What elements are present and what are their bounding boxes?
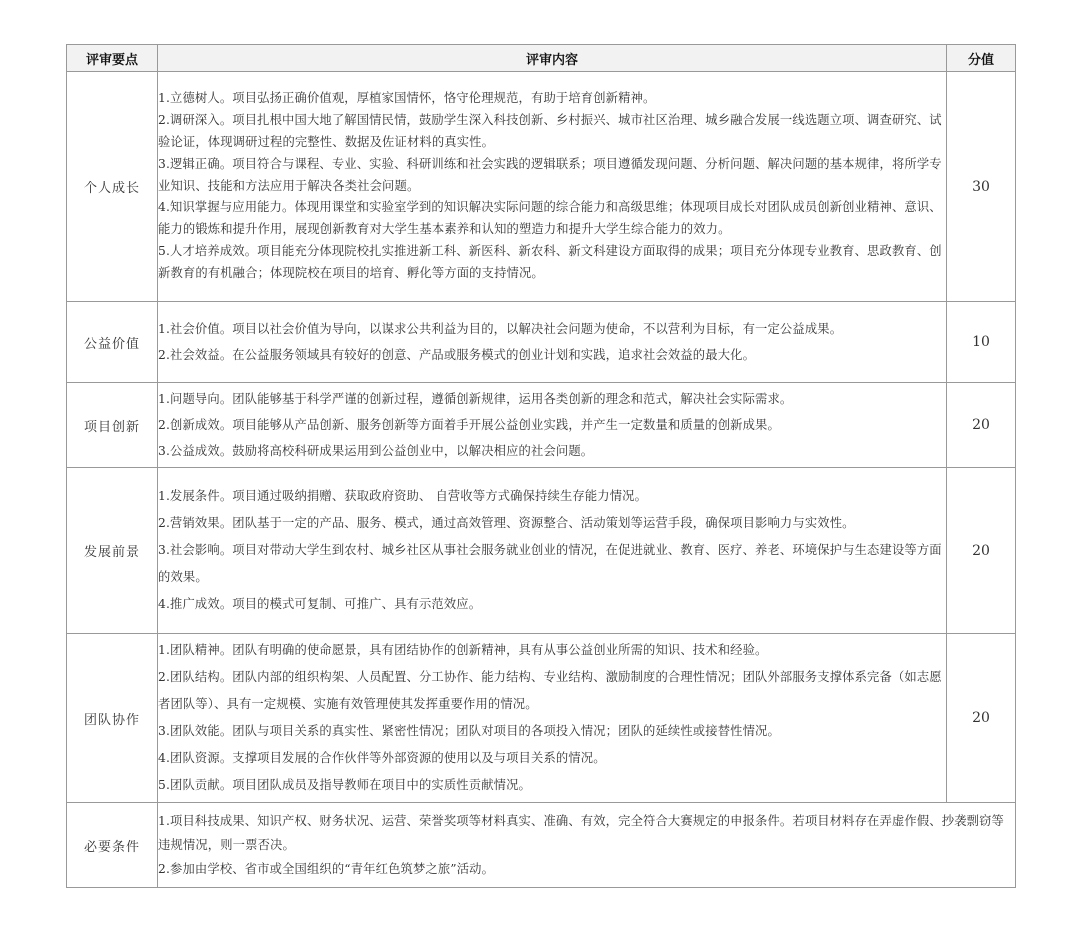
criterion-content <box>158 468 947 634</box>
criterion-item: 1.发展条件。项目通过吸纳捐赠、获取政府资助、 自营收等方式确保持续生存能力情况。 <box>158 489 648 503</box>
criterion-name: 个人成长 <box>67 72 158 302</box>
criterion-name: 必要条件 <box>67 803 158 888</box>
header-point: 评审要点 <box>67 45 158 72</box>
header-row <box>67 45 1016 72</box>
criterion-name: 公益价值 <box>67 302 158 383</box>
criterion-item: 5.团队贡献。项目团队成员及指导教师在项目中的实质性贡献情况。 <box>158 778 531 792</box>
criterion-item: 3.逻辑正确。项目符合与课程、专业、实验、科研训练和社会实践的逻辑联系；项目遵循发现问题、分析问题、解决问题的基本规律，将所学专业知识、技能和方法应用于解决各类社会问题。 <box>158 156 942 193</box>
criterion-score: 10 <box>947 302 1016 383</box>
criterion-score: 20 <box>947 634 1016 803</box>
evaluation-criteria-table <box>66 44 1016 888</box>
criterion-item: 1.项目科技成果、知识产权、财务状况、运营、荣誉奖项等材料真实、准确、有效，完全符合大赛规定的申报条件。若项目材料存在弄虚作假、抄袭剽窃等违规情况，则一票否决。 <box>158 814 1004 852</box>
criterion-item: 2.团队结构。团队内部的组织构架、人员配置、分工协作、能力结构、专业结构、激励制度的合理性情况；团队外部服务支撑体系完备（如志愿者团队等）、具有一定规模、实施有效管理使其发挥重要作用的情况。 <box>158 670 942 711</box>
criterion-item: 2.营销效果。团队基于一定的产品、服务、模式，通过高效管理、资源整合、活动策划等运营手段，确保项目影响力与实效性。 <box>158 516 855 530</box>
criterion-item: 2.参加由学校、省市或全国组织的“青年红色筑梦之旅”活动。 <box>158 862 495 876</box>
criterion-item: 4.团队资源。支撑项目发展的合作伙伴等外部资源的使用以及与项目关系的情况。 <box>158 751 606 765</box>
header-content: 评审内容 <box>158 45 947 72</box>
criterion-content <box>158 634 947 803</box>
criterion-item: 1.社会价值。项目以社会价值为导向，以谋求公共利益为目的，以解决社会问题为使命，不以营利为目标，有一定公益成果。 <box>158 322 843 336</box>
criterion-item: 3.社会影响。项目对带动大学生到农村、城乡社区从事社会服务就业创业的情况，在促进就业、教育、医疗、养老、环境保护与生态建设等方面的效果。 <box>158 543 942 584</box>
table-row <box>67 468 1016 634</box>
criterion-item: 1.问题导向。团队能够基于科学严谨的创新过程，遵循创新规律，运用各类创新的理念和范式，解决社会实际需求。 <box>158 392 793 406</box>
criterion-score: 20 <box>947 383 1016 468</box>
criterion-item: 2.创新成效。项目能够从产品创新、服务创新等方面着手开展公益创业实践，并产生一定数量和质量的创新成果。 <box>158 418 780 432</box>
criterion-item: 1.团队精神。团队有明确的使命愿景，具有团结协作的创新精神，具有从事公益创业所需的知识、技术和经验。 <box>158 643 768 657</box>
criterion-item: 4.推广成效。项目的模式可复制、可推广、具有示范效应。 <box>158 597 482 611</box>
table-row <box>67 302 1016 383</box>
criterion-item: 5.人才培养成效。项目能充分体现院校扎实推进新工科、新医科、新农科、新文科建设方面取得的成果；项目充分体现专业教育、思政教育、创新教育的有机融合；体现院校在项目的培育、孵化等方面的支持情况。 <box>158 243 942 280</box>
criterion-content <box>158 803 1016 888</box>
table-row <box>67 634 1016 803</box>
table-row <box>67 803 1016 888</box>
criterion-name: 项目创新 <box>67 383 158 468</box>
criterion-score: 20 <box>947 468 1016 634</box>
criterion-item: 3.团队效能。团队与项目关系的真实性、紧密性情况；团队对项目的各项投入情况；团队的延续性或接替性情况。 <box>158 724 780 738</box>
criterion-item: 3.公益成效。鼓励将高校科研成果运用到公益创业中，以解决相应的社会问题。 <box>158 444 594 458</box>
criterion-item: 4.知识掌握与应用能力。体现用课堂和实验室学到的知识解决实际问题的综合能力和高级思维；体现项目成长对团队成员创新创业精神、意识、能力的锻炼和提升作用，展现创新教育对大学生基本素养和认知的塑造力和提升大学生综合能力的效力。 <box>158 200 942 237</box>
criterion-content <box>158 302 947 383</box>
criterion-name: 团队协作 <box>67 634 158 803</box>
criterion-content <box>158 383 947 468</box>
table-row <box>67 72 1016 302</box>
table-row <box>67 383 1016 468</box>
criterion-item: 2.调研深入。项目扎根中国大地了解国情民情，鼓励学生深入科技创新、乡村振兴、城市社区治理、城乡融合发展一线选题立项、调查研究、试验论证，体现调研过程的完整性、数据及佐证材料的真实性。 <box>158 113 942 149</box>
criterion-item: 2.社会效益。在公益服务领域具有较好的创意、产品或服务模式的创业计划和实践，追求社会效益的最大化。 <box>158 348 756 362</box>
criterion-content <box>158 72 947 302</box>
header-score: 分值 <box>947 45 1016 72</box>
criterion-item: 1.立德树人。项目弘扬正确价值观，厚植家国情怀，恪守伦理规范，有助于培育创新精神。 <box>158 91 656 106</box>
criterion-name: 发展前景 <box>67 468 158 634</box>
criterion-score: 30 <box>947 72 1016 302</box>
